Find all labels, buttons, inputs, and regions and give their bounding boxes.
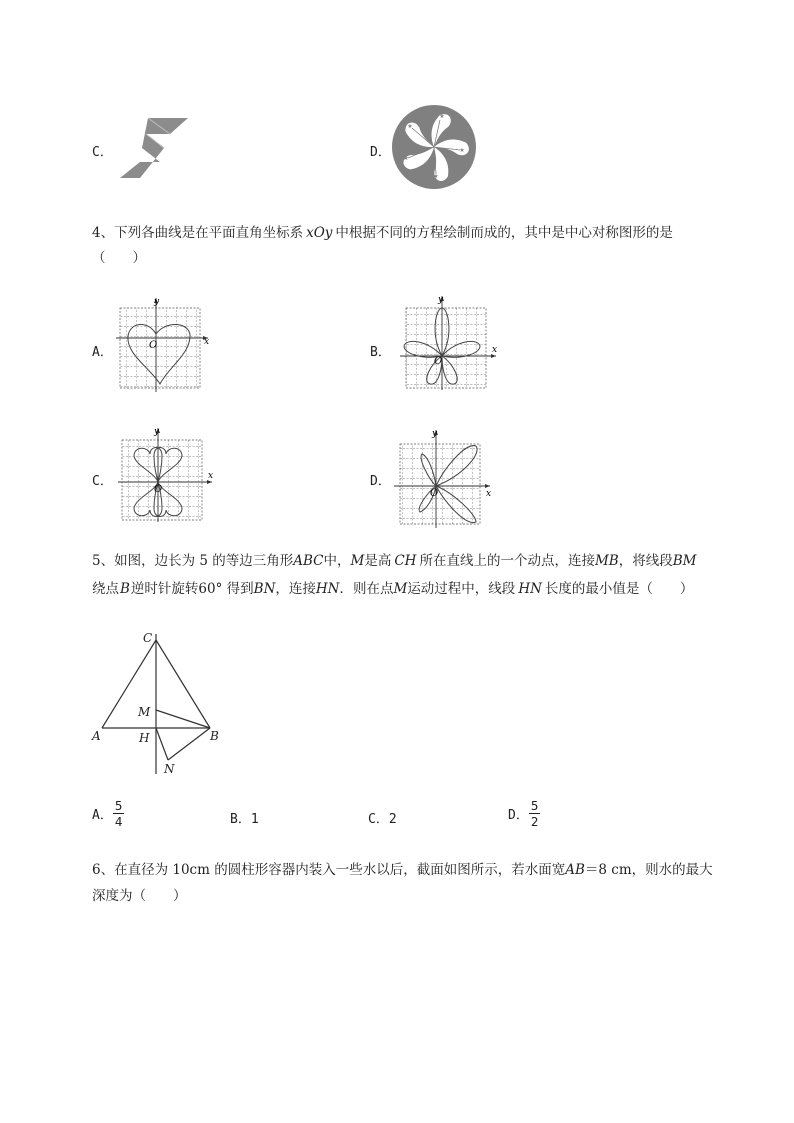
q4b-x-label: x [492,345,498,355]
q5-option-b: B．1 [230,812,259,827]
q5-label-h: H [139,731,150,745]
q5-var-bm: BM [672,553,697,569]
q4b-origin-label: O [434,356,443,367]
q5-text-b: 中， [323,553,351,569]
q4c-y-label: y [154,427,160,437]
q4-number: 4、 [92,225,115,241]
q4c-origin-label: O [154,484,163,495]
q4-graph-c-clover [118,426,218,522]
q5-text-2e: 运动过程中，线段 [407,581,516,597]
q3-option-d-label: D． [370,145,391,160]
q4a-x-label: x [204,337,210,347]
q5-text-2d: ．则在点 [339,581,394,597]
svg-text:★: ★ [407,123,413,130]
q5-var-b: B [120,581,130,597]
q5-text-d: 所在直线上的一个动点，连接 [419,553,595,569]
svg-text:★: ★ [459,147,465,154]
q4-text-b: 中根据不同的方程绘制而成的，其中是中心对称图形的是 [335,225,673,241]
q5-option-d-label: D． [508,808,529,823]
q5-var-hn: HN [315,581,340,597]
q5-option-a-label: A． [92,808,113,823]
q6-text-a: 6、在直径为 10cm 的圆柱形容器内装入一些水以后，截面如图所示，若水面宽 [92,862,566,878]
q5-text-2f: 长度的最小值是（ ） [544,581,694,597]
q5-text-2c: ，连接 [275,581,316,597]
q4d-x-label: x [486,489,492,499]
q5-option-a-denominator: 4 [114,814,123,829]
q6-line-1 [92,858,713,878]
q5-text-2b: 逆时针旋转60° 得到 [130,581,254,597]
q5-option-d-numerator: 5 [530,798,539,813]
q4-option-d-label: D． [370,474,391,489]
q5-label-n: N [164,762,175,776]
q6-line-2: 深度为（ ） [92,888,187,904]
q5-text-a: 5、如图，边长为 5 的等边三角形 [92,553,294,569]
q5-option-c: C．2 [368,812,397,827]
q4-var-xoy: xOy [306,225,333,241]
q5-label-a: A [92,729,101,743]
q4a-y-label: y [154,297,160,307]
q5-var-m: M [350,553,365,569]
q5-label-c: C [143,631,153,645]
q3-option-c-label: C． [92,145,113,160]
bauhinia-emblem-image [390,104,478,190]
q4-graph-a-heart [116,296,216,392]
q5-var-mb: MB [594,553,619,569]
q5-var-ch: CH [394,553,417,569]
q5-option-d [508,798,540,829]
q5-line-2 [92,577,693,597]
q5-option-a-fraction [113,798,125,829]
q5-label-m: M [138,705,151,719]
q5-option-a [92,798,124,829]
svg-text:★: ★ [433,173,439,180]
q5-option-a-numerator: 5 [114,798,123,813]
suzuki-logo-image [118,116,190,180]
q4-option-a-label: A． [92,345,113,360]
q5-var-m-2: M [393,581,408,597]
q4b-y-label: y [438,295,444,305]
q4-text-a: 下列各曲线是在平面直角坐标系 [114,225,304,241]
q4-graph-b-rose [396,294,500,390]
q6-var-ab: AB [565,862,585,878]
q4a-origin-label: O [149,340,158,351]
q4-answer-paren: （ ） [92,250,146,266]
q5-option-d-fraction [529,798,541,829]
q4d-origin-label: O [430,488,439,499]
q5-label-b: B [210,729,219,743]
svg-text:★: ★ [439,113,445,120]
q4-option-b-label: B． [370,345,391,360]
q4-line-1 [92,221,673,241]
q5-text-c: 是高 [364,553,392,569]
q4d-y-label: y [432,429,438,439]
q5-line-1 [92,549,696,569]
q5-var-hn-2: HN [518,581,542,597]
q5-var-abc: ABC [293,553,324,569]
q5-text-e: ，将线段 [618,553,673,569]
q6-text-b: ＝8 cm，则水的最大 [584,862,713,878]
q4-option-c-label: C． [92,474,113,489]
q5-triangle-figure [88,624,228,780]
q5-option-d-denominator: 2 [530,814,539,829]
q4c-x-label: x [208,471,214,481]
q5-var-bn: BN [253,581,276,597]
q4-graph-d-leaves [392,428,492,528]
svg-text:★: ★ [403,155,409,162]
q5-text-2a: 绕点 [92,581,119,597]
